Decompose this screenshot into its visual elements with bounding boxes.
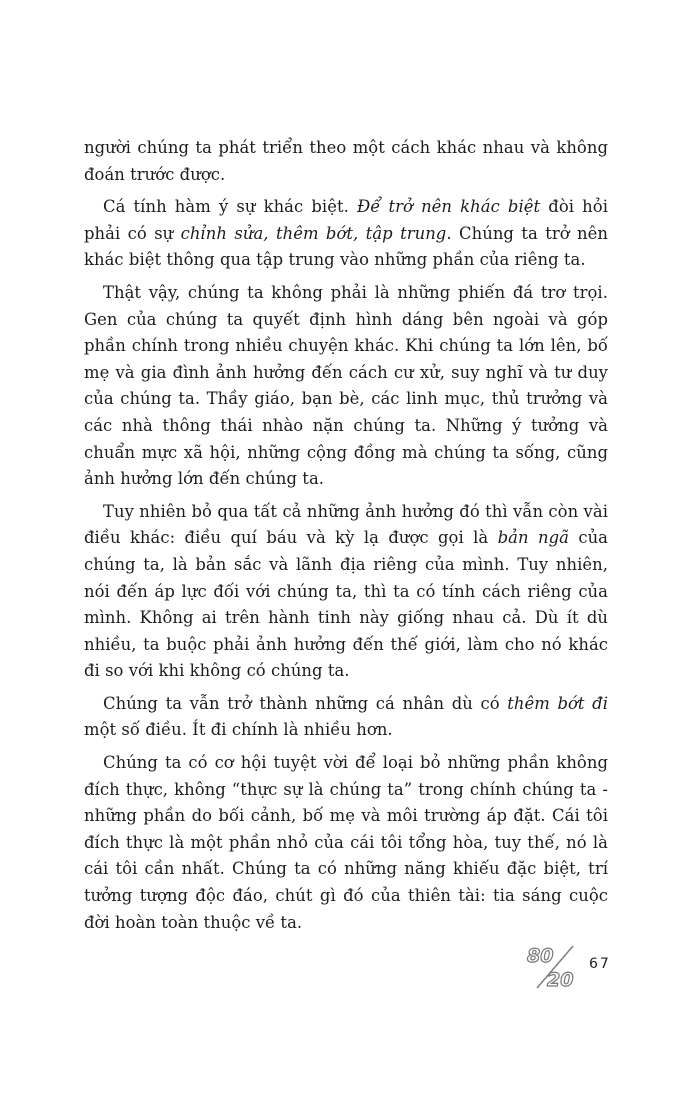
- text-run: Chúng ta vẫn trở thành những cá nhân dù có: [103, 693, 508, 713]
- italic-run: chỉnh sửa, thêm bớt, tập trung: [180, 223, 447, 243]
- paragraph-4: [84, 499, 608, 685]
- page-number: 67: [589, 956, 611, 972]
- logo-top-text: 80: [527, 945, 554, 967]
- logo-bottom-text: 20: [547, 969, 574, 990]
- paragraph-2: [84, 194, 608, 274]
- italic-run: bản ngã: [497, 528, 569, 548]
- text-run: đòi hỏi phải có sự: [84, 197, 608, 243]
- book-logo-80-20: [525, 942, 581, 990]
- italic-run: Để trở nên khác biệt: [356, 197, 541, 217]
- text-run: Chúng ta có cơ hội tuyệt vời để loại bỏ những phần không đích thực, không “thực sự là chúng ta” trong chính chúng ta - những phần do bối cảnh, bố mẹ và môi trường áp đặt. Cái tôi đích thực là một phần nhỏ của cái tôi tổng hòa, tuy thế, nó là cái tôi cần nhất. Chúng ta có những năng khiếu đặc biệt, trí tưởng tượng độc đáo, chút gì đó của thiên tài: tia sáng cuộc đời hoàn toàn thuộc về ta.: [84, 753, 608, 932]
- text-run: . Chúng ta trở nên khác biệt thông qua tập trung vào những phần của riêng ta.: [84, 223, 609, 270]
- paragraph-6: [84, 750, 608, 936]
- body-text: [84, 135, 608, 936]
- paragraph-1: [84, 135, 608, 188]
- logo-mark: [525, 942, 581, 990]
- text-run: một số điều. Ít đi chính là nhiều hơn.: [84, 720, 393, 740]
- text-run: của chúng ta, là bản sắc và lãnh địa riêng của mình. Tuy nhiên, nói đến áp lực đối với chúng ta, thì ta có tính cách riêng của mình. Không ai trên hành tinh này giống nhau cả. Dù ít dù nhiều, ta buộc phải ảnh hưởng đến thế giới, làm cho nó khác đi so với khi không có chúng ta.: [84, 528, 609, 681]
- paragraph-5: [84, 691, 608, 744]
- text-run: Thật vậy, chúng ta không phải là những phiến đá trơ trọi. Gen của chúng ta quyết định hình dáng bên ngoài và góp phần chính trong nhiều chuyện khác. Khi chúng ta lớn lên, bố mẹ và gia đình ảnh hưởng đến cách cư xử, suy nghĩ và tư duy của chúng ta. Thầy giáo, bạn bè, các linh mục, thủ trưởng và các nhà thông thái nhào nặn chúng ta. Những ý tưởng và chuẩn mực xã hội, những cộng đồng mà chúng ta sống, cũng ảnh hưởng lớn đến chúng ta.: [84, 282, 608, 489]
- text-run: người chúng ta phát triển theo một cách khác nhau và không đoán trước được.: [84, 138, 608, 184]
- text-run: Tuy nhiên bỏ qua tất cả những ảnh hưởng đó thì vẫn còn vài điều khác: điều quí báu và kỳ lạ được gọi là: [84, 501, 608, 548]
- paragraph-3: [84, 280, 608, 493]
- italic-run: thêm bớt đi: [507, 693, 608, 713]
- text-run: Cá tính hàm ý sự khác biệt.: [103, 197, 357, 217]
